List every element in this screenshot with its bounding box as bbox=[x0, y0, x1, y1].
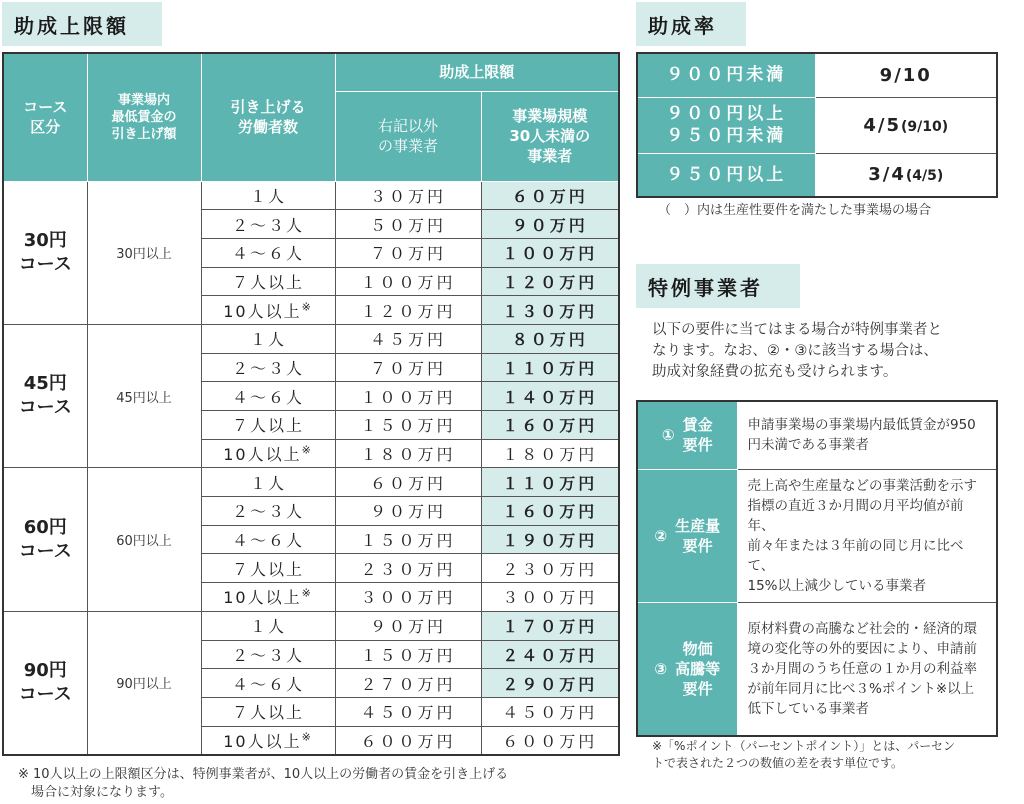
header-small: 事業場規模 30人未満の 事業者 bbox=[481, 91, 619, 181]
normal-amount-cell: ９０万円 bbox=[335, 611, 481, 640]
rate-label: ９００円未満 bbox=[637, 53, 815, 97]
small-amount-cell: ８０万円 bbox=[481, 324, 619, 353]
special-label bbox=[637, 469, 737, 602]
header-limit: 助成上限額 bbox=[335, 53, 619, 91]
header-workers: 引き上げる 労働者数 bbox=[201, 53, 335, 181]
limit-footnote: ※ 10人以上の上限額区分は、特例事業者が、10人以上の労働者の賃金を引き上げる 場合に対象になります。 bbox=[18, 767, 509, 800]
workers-text: ４～６人 bbox=[231, 531, 304, 551]
special-table bbox=[636, 400, 998, 737]
workers-cell bbox=[201, 611, 335, 640]
special-desc: 原材料費の高騰など社会的・経済的環 境の変化等の外的要因により、申請前 ３か月間のうち任意の１か月の利益率 が前年同月に比べ３%ポイント※以上 低下している事業者 bbox=[737, 602, 997, 736]
small-amount-cell: ９０万円 bbox=[481, 210, 619, 239]
workers-cell bbox=[201, 238, 335, 267]
normal-amount-cell: １００万円 bbox=[335, 382, 481, 411]
normal-amount-cell: １５０万円 bbox=[335, 640, 481, 669]
workers-cell bbox=[201, 324, 335, 353]
special-footnote: ※「%ポイント（パーセントポイント）」とは、パーセン トで表された２つの数値の差を表す単位です。 bbox=[652, 739, 955, 770]
normal-amount-cell: ２３０万円 bbox=[335, 554, 481, 583]
raise-cell: 90円以上 bbox=[87, 611, 201, 754]
note-mark: ※ bbox=[301, 443, 313, 457]
normal-amount-cell: ４５万円 bbox=[335, 324, 481, 353]
workers-cell bbox=[201, 525, 335, 554]
workers-text: ２～３人 bbox=[231, 215, 304, 235]
workers-text: 10人以上 bbox=[223, 445, 302, 465]
small-amount-cell: １１０万円 bbox=[481, 353, 619, 382]
special-name: 賃金 要件 bbox=[682, 416, 713, 455]
note-mark: ※ bbox=[301, 587, 313, 601]
small-amount-cell: ２３０万円 bbox=[481, 554, 619, 583]
header-raise: 事業場内 最低賃金の 引き上げ額 bbox=[87, 53, 201, 181]
small-amount-cell: １６０万円 bbox=[481, 497, 619, 526]
normal-amount-cell: ６０万円 bbox=[335, 468, 481, 497]
normal-amount-cell: ６００万円 bbox=[335, 726, 481, 755]
workers-cell bbox=[201, 583, 335, 612]
table-row bbox=[3, 468, 619, 497]
normal-amount-cell: ４５０万円 bbox=[335, 697, 481, 726]
small-amount-cell: １８０万円 bbox=[481, 439, 619, 468]
normal-amount-cell: ３０万円 bbox=[335, 181, 481, 210]
note-mark: ※ bbox=[301, 300, 313, 314]
workers-cell bbox=[201, 669, 335, 698]
workers-text: 10人以上 bbox=[223, 588, 302, 608]
course-cell: 30円 コース bbox=[3, 181, 87, 324]
workers-cell bbox=[201, 497, 335, 526]
small-amount-cell: ２９０万円 bbox=[481, 669, 619, 698]
workers-cell bbox=[201, 382, 335, 411]
small-amount-cell: １００万円 bbox=[481, 238, 619, 267]
rate-value: 4/5(9/10) bbox=[815, 97, 997, 153]
workers-text: ４～６人 bbox=[231, 244, 304, 264]
rate-table bbox=[636, 52, 998, 198]
course-cell: 60円 コース bbox=[3, 468, 87, 611]
workers-cell bbox=[201, 181, 335, 210]
course-cell: 90円 コース bbox=[3, 611, 87, 754]
special-num: ② bbox=[654, 526, 668, 545]
workers-text: ４～６人 bbox=[231, 674, 304, 694]
workers-text: ２～３人 bbox=[231, 645, 304, 665]
normal-amount-cell: ９０万円 bbox=[335, 497, 481, 526]
small-amount-cell: １１０万円 bbox=[481, 468, 619, 497]
workers-text: ２～３人 bbox=[231, 502, 304, 522]
normal-amount-cell: ５０万円 bbox=[335, 210, 481, 239]
workers-text: １人 bbox=[249, 186, 286, 206]
special-name: 物価 高騰等 要件 bbox=[675, 639, 721, 698]
rate-paren: (4/5) bbox=[905, 168, 944, 185]
special-desc: 申請事業場の事業場内最低賃金が950 円未満である事業者 bbox=[737, 401, 997, 469]
rate-note: （ ）内は生産性要件を満たした事業場の場合 bbox=[658, 203, 932, 218]
table-row bbox=[3, 324, 619, 353]
workers-text: ２～３人 bbox=[231, 358, 304, 378]
table-row bbox=[3, 181, 619, 210]
raise-cell: 30円以上 bbox=[87, 181, 201, 324]
workers-text: ７人以上 bbox=[231, 703, 304, 723]
limit-section-title: 助成上限額 bbox=[2, 2, 162, 46]
workers-cell bbox=[201, 726, 335, 755]
rate-paren: (9/10) bbox=[900, 118, 949, 135]
workers-text: １人 bbox=[249, 473, 286, 493]
rate-value: 9/10 bbox=[815, 53, 997, 97]
normal-amount-cell: ７０万円 bbox=[335, 238, 481, 267]
workers-cell bbox=[201, 554, 335, 583]
small-amount-cell: ６０万円 bbox=[481, 181, 619, 210]
special-desc: 売上高や生産量などの事業活動を示す 指標の直近３か月間の月平均値が前年、 前々年または３年前の同じ月に比べて、 15%以上減少している事業者 bbox=[737, 469, 997, 602]
special-num: ③ bbox=[654, 659, 668, 678]
small-amount-cell: ４５０万円 bbox=[481, 697, 619, 726]
workers-cell bbox=[201, 267, 335, 296]
special-intro: 以下の要件に当てはまる場合が特例事業者と なります。なお、②・③に該当する場合は、 助成対象経費の拡充も受けられます。 bbox=[652, 322, 942, 380]
small-amount-cell: １３０万円 bbox=[481, 296, 619, 325]
special-section-title: 特例事業者 bbox=[636, 264, 800, 308]
small-amount-cell: ６００万円 bbox=[481, 726, 619, 755]
rate-value: 3/4(4/5) bbox=[815, 153, 997, 197]
course-cell: 45円 コース bbox=[3, 324, 87, 467]
normal-amount-cell: ７０万円 bbox=[335, 353, 481, 382]
workers-cell bbox=[201, 468, 335, 497]
workers-cell bbox=[201, 439, 335, 468]
raise-cell: 60円以上 bbox=[87, 468, 201, 611]
special-label bbox=[637, 401, 737, 469]
small-amount-cell: １７０万円 bbox=[481, 611, 619, 640]
workers-text: ４～６人 bbox=[231, 387, 304, 407]
small-amount-cell: ３００万円 bbox=[481, 583, 619, 612]
special-label bbox=[637, 602, 737, 736]
note-mark: ※ bbox=[301, 730, 313, 744]
workers-text: ７人以上 bbox=[231, 272, 304, 292]
workers-text: １人 bbox=[249, 330, 286, 350]
workers-cell bbox=[201, 697, 335, 726]
header-normal: 右記以外 の事業者 bbox=[335, 91, 481, 181]
header-course: コース 区分 bbox=[3, 53, 87, 181]
normal-amount-cell: １００万円 bbox=[335, 267, 481, 296]
special-name: 生産量 要件 bbox=[675, 516, 721, 555]
workers-cell bbox=[201, 296, 335, 325]
small-amount-cell: １４０万円 bbox=[481, 382, 619, 411]
small-amount-cell: ２４０万円 bbox=[481, 640, 619, 669]
workers-text: 10人以上 bbox=[223, 731, 302, 751]
small-amount-cell: １６０万円 bbox=[481, 411, 619, 440]
workers-text: 10人以上 bbox=[223, 301, 302, 321]
raise-cell: 45円以上 bbox=[87, 324, 201, 467]
rate-section-title: 助成率 bbox=[636, 2, 746, 46]
special-num: ① bbox=[661, 426, 675, 445]
small-amount-cell: １２０万円 bbox=[481, 267, 619, 296]
workers-cell bbox=[201, 353, 335, 382]
workers-text: １人 bbox=[249, 617, 286, 637]
normal-amount-cell: １２０万円 bbox=[335, 296, 481, 325]
rate-label: ９５０円以上 bbox=[637, 153, 815, 197]
small-amount-cell: １９０万円 bbox=[481, 525, 619, 554]
workers-cell bbox=[201, 640, 335, 669]
normal-amount-cell: ２７０万円 bbox=[335, 669, 481, 698]
limit-table bbox=[2, 52, 620, 756]
table-row bbox=[3, 611, 619, 640]
normal-amount-cell: ３００万円 bbox=[335, 583, 481, 612]
workers-cell bbox=[201, 210, 335, 239]
workers-cell bbox=[201, 411, 335, 440]
workers-text: ７人以上 bbox=[231, 416, 304, 436]
rate-label: ９００円以上 ９５０円未満 bbox=[637, 97, 815, 153]
workers-text: ７人以上 bbox=[231, 559, 304, 579]
normal-amount-cell: １５０万円 bbox=[335, 525, 481, 554]
normal-amount-cell: １５０万円 bbox=[335, 411, 481, 440]
normal-amount-cell: １８０万円 bbox=[335, 439, 481, 468]
